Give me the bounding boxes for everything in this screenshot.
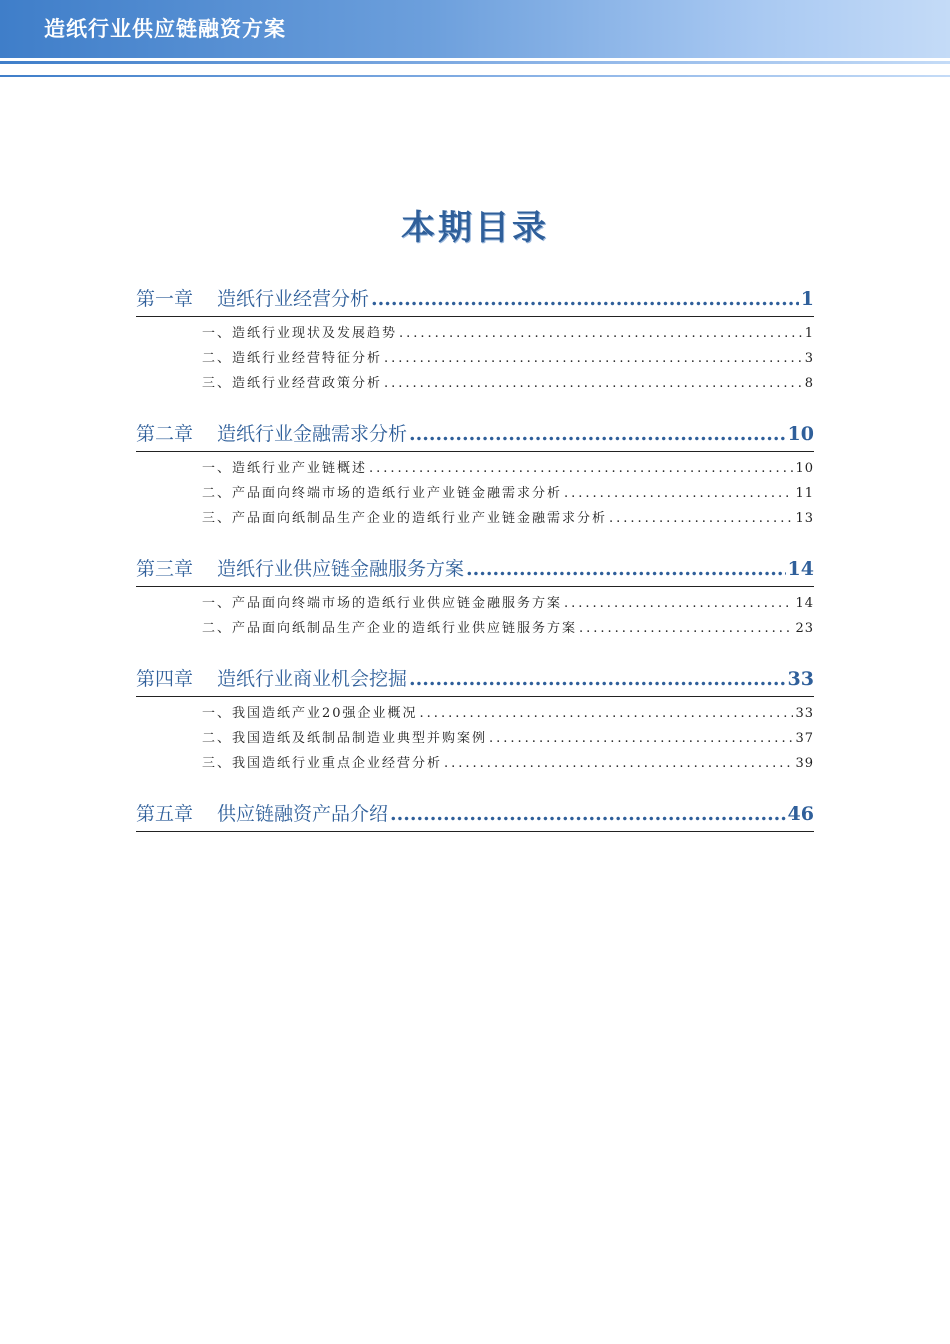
- chapter-number: 第三章: [136, 558, 194, 580]
- toc-chapter-entry[interactable]: [136, 552, 814, 587]
- section-title: 二、产品面向终端市场的造纸行业产业链金融需求分析: [202, 486, 563, 501]
- dot-leader: [579, 616, 793, 641]
- toc-section-entry[interactable]: [202, 726, 814, 751]
- dot-leader: [399, 321, 803, 346]
- section-title: 三、产品面向纸制品生产企业的造纸行业产业链金融需求分析: [202, 511, 608, 526]
- section-page-number: 8: [804, 376, 814, 391]
- header-banner: [0, 0, 950, 58]
- chapter-page-number: 1: [800, 288, 814, 310]
- chapter-title: 造纸行业商业机会挖掘: [217, 668, 408, 690]
- toc-section-entry[interactable]: [202, 346, 814, 371]
- section-title: 二、产品面向纸制品生产企业的造纸行业供应链服务方案: [202, 621, 578, 636]
- header-divider: [0, 61, 950, 64]
- toc-section-entry[interactable]: [202, 591, 814, 616]
- dot-leader: [390, 797, 786, 831]
- dot-leader: [384, 371, 803, 396]
- section-title: 一、造纸行业现状及发展趋势: [202, 326, 398, 341]
- chapter-number: 第四章: [136, 668, 194, 690]
- section-title: 一、产品面向终端市场的造纸行业供应链金融服务方案: [202, 596, 563, 611]
- toc-section-entry[interactable]: [202, 616, 814, 641]
- dot-leader: [384, 346, 803, 371]
- section-page-number: 14: [795, 596, 814, 611]
- toc-section-entry[interactable]: [202, 506, 814, 531]
- chapter-block: [136, 552, 814, 641]
- section-page-number: 23: [795, 621, 814, 636]
- chapter-page-number: 14: [787, 558, 814, 580]
- section-title: 一、造纸行业产业链概述: [202, 461, 368, 476]
- toc-section-entry[interactable]: [202, 751, 814, 776]
- section-page-number: 1: [804, 326, 814, 341]
- chapter-number: 第二章: [136, 423, 194, 445]
- toc-section-entry[interactable]: [202, 481, 814, 506]
- section-title: 一、我国造纸产业20强企业概况: [202, 706, 418, 721]
- toc-title: 本期目录: [401, 208, 549, 248]
- chapter-block: [136, 662, 814, 776]
- toc-section-entry[interactable]: [202, 701, 814, 726]
- dot-leader: [409, 417, 786, 451]
- section-title: 三、我国造纸行业重点企业经营分析: [202, 756, 443, 771]
- toc-chapter-entry[interactable]: [136, 662, 814, 697]
- toc-chapter-entry[interactable]: [136, 282, 814, 317]
- chapter-number: 第一章: [136, 288, 194, 310]
- chapter-page-number: 10: [787, 423, 814, 445]
- chapter-block: [136, 417, 814, 531]
- section-page-number: 11: [795, 486, 814, 501]
- chapter-page-number: 33: [787, 668, 814, 690]
- chapter-title: 造纸行业金融需求分析: [217, 423, 408, 445]
- toc-section-entry[interactable]: [202, 321, 814, 346]
- section-page-number: 3: [804, 351, 814, 366]
- section-page-number: 13: [795, 511, 814, 526]
- dot-leader: [409, 662, 786, 696]
- section-page-number: 33: [795, 706, 814, 721]
- header-title: 造纸行业供应链融资方案: [44, 17, 286, 41]
- dot-leader: [564, 591, 793, 616]
- toc-chapter-entry[interactable]: [136, 797, 814, 832]
- section-title: 二、造纸行业经营特征分析: [202, 351, 383, 366]
- dot-leader: [420, 701, 794, 726]
- chapter-number: 第五章: [136, 803, 194, 825]
- chapter-title: 造纸行业经营分析: [217, 288, 370, 310]
- toc-chapter-entry[interactable]: [136, 417, 814, 452]
- header-divider-secondary: [0, 75, 950, 77]
- dot-leader: [609, 506, 793, 531]
- dot-leader: [564, 481, 793, 506]
- chapter-title: 供应链融资产品介绍: [217, 803, 389, 825]
- chapter-title: 造纸行业供应链金融服务方案: [217, 558, 465, 580]
- chapter-page-number: 46: [787, 803, 814, 825]
- section-title: 三、造纸行业经营政策分析: [202, 376, 383, 391]
- dot-leader: [369, 456, 793, 481]
- dot-leader: [444, 751, 793, 776]
- toc-section-entry[interactable]: [202, 371, 814, 396]
- section-title: 二、我国造纸及纸制品制造业典型并购案例: [202, 731, 488, 746]
- toc-section-entry[interactable]: [202, 456, 814, 481]
- chapter-block: [136, 282, 814, 396]
- chapter-block: [136, 797, 814, 832]
- dot-leader: [466, 552, 786, 586]
- table-of-contents: [136, 282, 814, 832]
- section-page-number: 37: [795, 731, 814, 746]
- section-page-number: 39: [795, 756, 814, 771]
- section-page-number: 10: [795, 461, 814, 476]
- dot-leader: [371, 282, 799, 316]
- dot-leader: [489, 726, 793, 751]
